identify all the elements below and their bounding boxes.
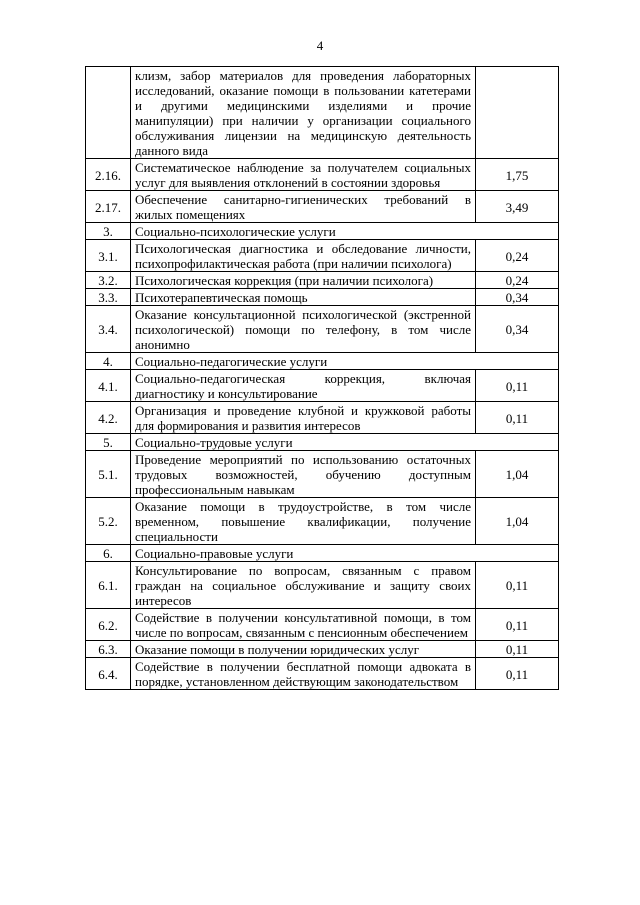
section-title: Социально-психологические услуги	[131, 223, 559, 240]
section-number: 6.	[86, 545, 131, 562]
service-value: 1,04	[476, 451, 559, 498]
section-header-row	[86, 223, 559, 240]
service-value: 0,34	[476, 289, 559, 306]
page-number: 4	[316, 38, 324, 53]
table-row	[86, 272, 559, 289]
row-number: 3.1.	[86, 240, 131, 272]
service-name: Оказание помощи в получении юридических услуг	[131, 641, 476, 658]
section-header-row	[86, 434, 559, 451]
service-value: 1,75	[476, 159, 559, 191]
row-number: 6.1.	[86, 562, 131, 609]
service-name: Организация и проведение клубной и кружковой работы для формирования и развития интересов	[131, 402, 476, 434]
section-number: 3.	[86, 223, 131, 240]
service-value: 0,11	[476, 641, 559, 658]
row-number	[86, 67, 131, 159]
row-number: 3.3.	[86, 289, 131, 306]
service-value: 0,24	[476, 240, 559, 272]
services-table-body	[86, 67, 559, 690]
row-number: 3.2.	[86, 272, 131, 289]
table-row	[86, 306, 559, 353]
row-number: 6.2.	[86, 609, 131, 641]
table-row	[86, 641, 559, 658]
table-row	[86, 67, 559, 159]
section-header-row	[86, 353, 559, 370]
section-title: Социально-трудовые услуги	[131, 434, 559, 451]
service-name: Консультирование по вопросам, связанным с правом граждан на социальное обслуживание и защиту своих интересов	[131, 562, 476, 609]
service-value: 0,11	[476, 658, 559, 690]
service-value: 1,04	[476, 498, 559, 545]
table-row	[86, 609, 559, 641]
service-name: Систематическое наблюдение за получателем социальных услуг для выявления отклонений в состоянии здоровья	[131, 159, 476, 191]
service-name: Психологическая диагностика и обследование личности, психопрофилактическая работа (при наличии психолога)	[131, 240, 476, 272]
table-row	[86, 159, 559, 191]
service-value: 0,11	[476, 609, 559, 641]
row-number: 4.2.	[86, 402, 131, 434]
table-row	[86, 240, 559, 272]
table-row	[86, 451, 559, 498]
table-row	[86, 562, 559, 609]
service-value: 0,11	[476, 402, 559, 434]
section-header-row	[86, 545, 559, 562]
table-row	[86, 498, 559, 545]
service-value: 0,24	[476, 272, 559, 289]
service-name: Психологическая коррекция (при наличии психолога)	[131, 272, 476, 289]
table-row	[86, 289, 559, 306]
service-name: клизм, забор материалов для проведения лабораторных исследований, оказание помощи в пользовании катетерами и другими медицинскими изделиями и прочие манипуляции) при наличии у организации социального обслуживания лицензии на медицинскую деятельность данного вида	[131, 67, 476, 159]
row-number: 6.3.	[86, 641, 131, 658]
service-name: Содействие в получении консультативной помощи, в том числе по вопросам, связанным с пенсионным обеспечением	[131, 609, 476, 641]
table-row	[86, 658, 559, 690]
service-value: 3,49	[476, 191, 559, 223]
service-name: Оказание консультационной психологической (экстренной психологической) помощи по телефону, в том числе анонимно	[131, 306, 476, 353]
service-name: Содействие в получении бесплатной помощи адвоката в порядке, установленном действующим законодательством	[131, 658, 476, 690]
row-number: 2.17.	[86, 191, 131, 223]
section-number: 4.	[86, 353, 131, 370]
service-value: 0,34	[476, 306, 559, 353]
service-name: Обеспечение санитарно-гигиенических требований в жилых помещениях	[131, 191, 476, 223]
service-name: Психотерапевтическая помощь	[131, 289, 476, 306]
row-number: 3.4.	[86, 306, 131, 353]
service-name: Социально-педагогическая коррекция, включая диагностику и консультирование	[131, 370, 476, 402]
service-value	[476, 67, 559, 159]
services-table	[85, 66, 559, 690]
service-value: 0,11	[476, 370, 559, 402]
service-value: 0,11	[476, 562, 559, 609]
table-row	[86, 370, 559, 402]
service-name: Проведение мероприятий по использованию остаточных трудовых возможностей, обучению доступным профессиональным навыкам	[131, 451, 476, 498]
service-name: Оказание помощи в трудоустройстве, в том числе временном, повышение квалификации, получение специальности	[131, 498, 476, 545]
section-number: 5.	[86, 434, 131, 451]
row-number: 4.1.	[86, 370, 131, 402]
table-row	[86, 402, 559, 434]
table-row	[86, 191, 559, 223]
row-number: 6.4.	[86, 658, 131, 690]
section-title: Социально-педагогические услуги	[131, 353, 559, 370]
row-number: 5.2.	[86, 498, 131, 545]
row-number: 2.16.	[86, 159, 131, 191]
row-number: 5.1.	[86, 451, 131, 498]
section-title: Социально-правовые услуги	[131, 545, 559, 562]
